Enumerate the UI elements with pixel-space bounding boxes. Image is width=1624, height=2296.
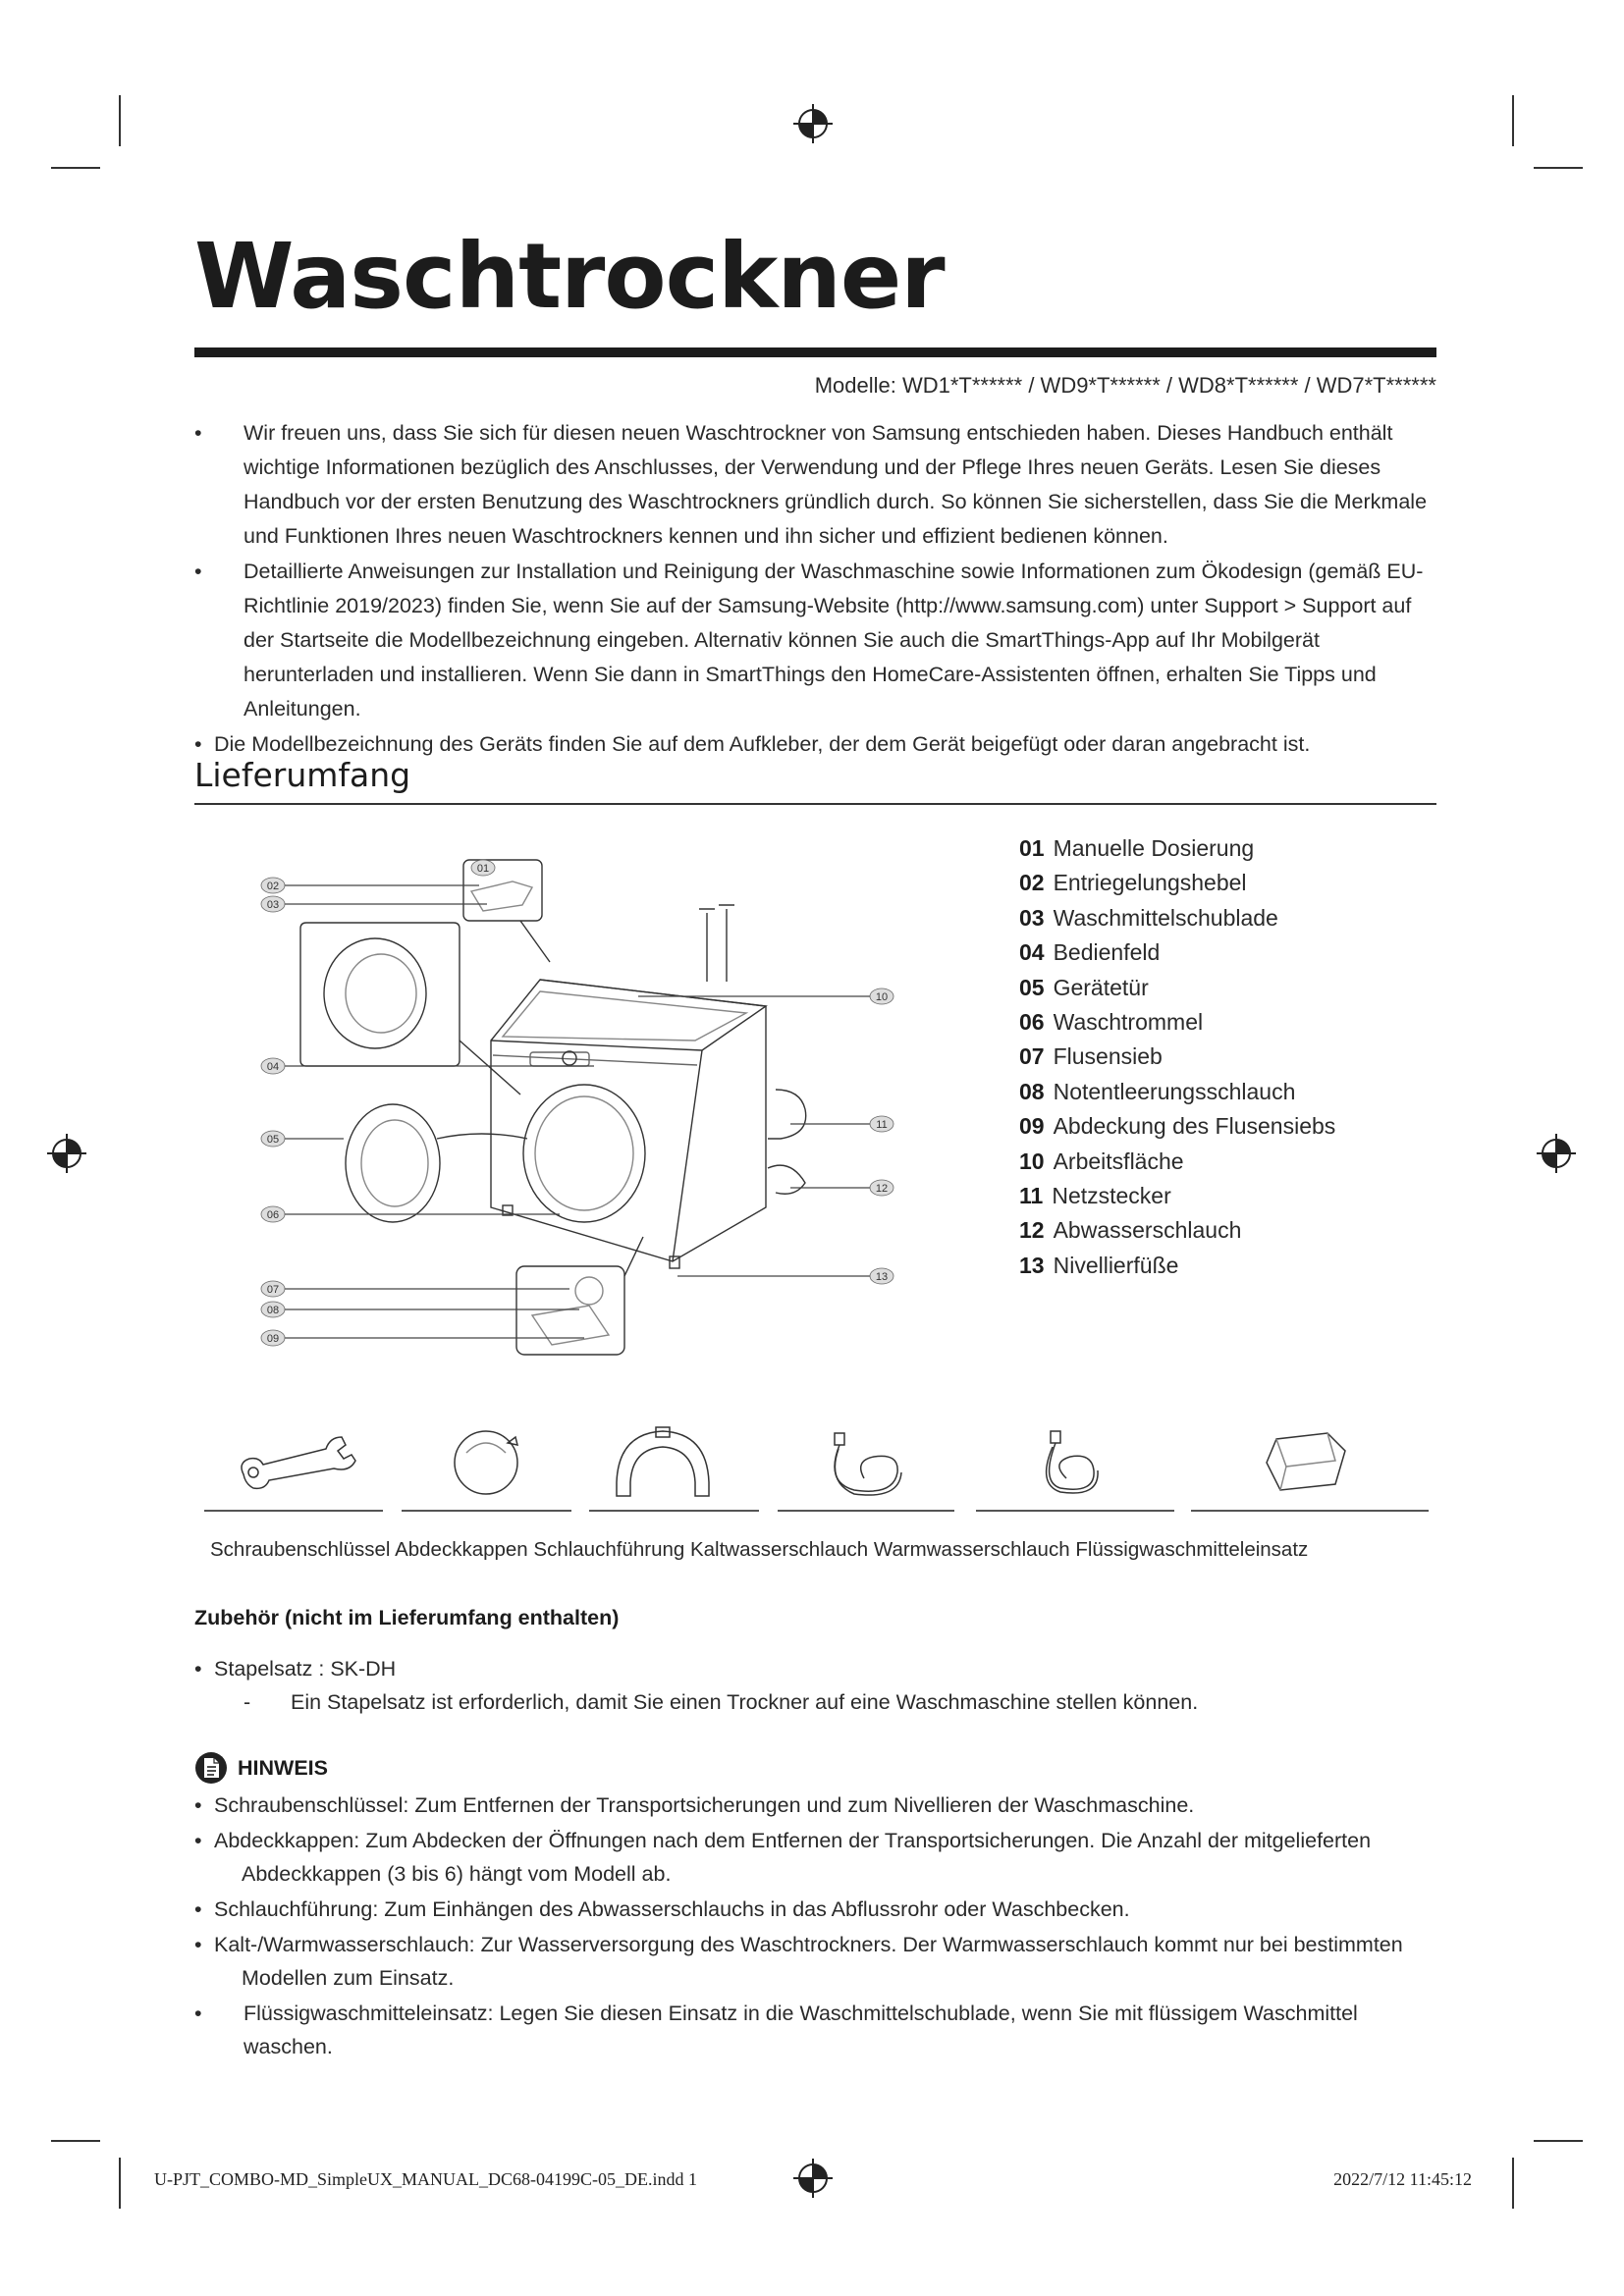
accessory-name: Flüssigwaschmitteleinsatz — [1075, 1538, 1309, 1561]
list-item: 08 Notentleerungsschlauch — [1019, 1078, 1296, 1104]
section-title: Lieferumfang — [194, 756, 411, 794]
registration-mark-icon — [45, 1132, 88, 1175]
callout-label: 10 — [875, 991, 889, 1003]
accessory-divider — [976, 1510, 1174, 1512]
list-item: 11 Netzstecker — [1019, 1183, 1171, 1209]
list-item: • Flüssigwaschmitteleinsatz: Legen Sie diesen Einsatz in die Waschmittelschublade, wenn Sie mit flüssigem Waschmittel waschen. — [194, 1997, 1441, 2063]
crop-mark — [1512, 2158, 1514, 2209]
accessory-divider — [1191, 1510, 1429, 1512]
callout-label: 05 — [266, 1134, 280, 1146]
list-item: 06 Waschtrommel — [1019, 1009, 1204, 1036]
accessory-name: Abdeckkappen — [395, 1538, 528, 1561]
list-item: 02 Entriegelungshebel — [1019, 870, 1247, 896]
parts-list — [1019, 831, 1335, 1283]
callout-label: 08 — [266, 1305, 280, 1316]
crop-mark — [51, 2140, 100, 2142]
wrench-icon — [236, 1423, 363, 1502]
crop-mark — [51, 167, 100, 169]
callout-label: 01 — [476, 863, 490, 875]
registration-mark-icon — [791, 102, 835, 145]
accessory-name: Schraubenschlüssel — [210, 1538, 391, 1561]
crop-mark — [119, 2158, 121, 2209]
crop-mark — [119, 95, 121, 146]
title-rule — [194, 347, 1436, 357]
optional-accessory-description: - Ein Stapelsatz ist erforderlich, damit Sie einen Trockner auf eine Waschmaschine stellen können. — [244, 1690, 1199, 1714]
callout-label: 09 — [266, 1333, 280, 1345]
list-item: • Detaillierte Anweisungen zur Installation und Reinigung der Waschmaschine sowie Informationen zum Ökodesign (gemäß EU-Richtlinie 2019/2023) finden Sie, wenn Sie auf der Samsung-Website (http://www.samsung.com) unter Support > Support auf der Startseite die Modellbezeichnung eingeben. Alternativ können Sie auch die SmartThings-App auf Ihr Mobilgerät herunterladen und installieren. Wenn Sie dann in SmartThings den HomeCare-Assistenten öffnen, erhalten Sie Tipps und Anleitungen. — [194, 555, 1441, 726]
list-item: 01 Manuelle Dosierung — [1019, 835, 1255, 861]
note-title: HINWEIS — [238, 1755, 328, 1780]
model-list: Modelle: WD1*T****** / WD9*T****** / WD8*T****** / WD7*T****** — [814, 373, 1436, 398]
note-heading — [194, 1751, 328, 1785]
list-item: 03 Waschmittelschublade — [1019, 904, 1278, 931]
callout-label: 02 — [266, 881, 280, 892]
liquid-detergent-insert-icon — [1257, 1423, 1355, 1502]
note-icon — [194, 1751, 228, 1785]
accessory-name: Warmwasserschlauch — [873, 1538, 1070, 1561]
section-rule — [194, 803, 1436, 805]
callout-label: 12 — [875, 1183, 889, 1195]
list-item: • Die Modellbezeichnung des Geräts finden Sie auf dem Aufkleber, der dem Gerät beigefügt oder daran angebracht ist. — [194, 727, 1441, 762]
registration-mark-icon — [791, 2157, 835, 2200]
accessory-name: Schlauchführung — [533, 1538, 685, 1561]
crop-mark — [1534, 2140, 1583, 2142]
warm-hose-icon — [1011, 1423, 1110, 1502]
cap-cover-icon — [447, 1423, 525, 1502]
callout-label: 07 — [266, 1284, 280, 1296]
callout-label: 13 — [875, 1271, 889, 1283]
accessory-name: Kaltwasserschlauch — [689, 1538, 869, 1561]
list-item: 05 Gerätetür — [1019, 974, 1149, 1000]
accessory-divider — [589, 1510, 759, 1512]
cold-hose-icon — [815, 1423, 913, 1502]
list-item: • Schlauchführung: Zum Einhängen des Abwasserschlauchs in das Abflussrohr oder Waschbecken. — [194, 1893, 1441, 1926]
list-item: • Wir freuen uns, dass Sie sich für diesen neuen Waschtrockner von Samsung entschieden haben. Dieses Handbuch enthält wichtige Informationen bezüglich des Anschlusses, der Verwendung und der Pflege Ihres neuen Geräts. Lesen Sie dieses Handbuch vor der ersten Benutzung des Waschtrockners gründlich durch. So können Sie sicherstellen, dass Sie die Merkmale und Funktionen Ihres neuen Waschtrockners kennen und ihn sicher und effizient bedienen können. — [194, 416, 1441, 554]
list-item: • Abdeckkappen: Zum Abdecken der Öffnungen nach dem Entfernen der Transportsicherungen. Die Anzahl der mitgelieferten Abdeckkappen (3 bis 6) hängt vom Modell ab. — [194, 1824, 1441, 1891]
washer-dryer-diagram — [245, 844, 913, 1374]
list-item: • Schraubenschlüssel: Zum Entfernen der Transportsicherungen und zum Nivellieren der Waschmaschine. — [194, 1789, 1441, 1822]
notes-list — [194, 1789, 1441, 2065]
optional-accessories-title: Zubehör (nicht im Lieferumfang enthalten) — [194, 1606, 620, 1629]
list-item: 12 Abwasserschlauch — [1019, 1217, 1242, 1244]
accessory-divider — [204, 1510, 383, 1512]
accessory-divider — [778, 1510, 954, 1512]
crop-mark — [1512, 95, 1514, 146]
footer-timestamp: 2022/7/12 11:45:12 — [1333, 2169, 1472, 2189]
hose-guide-icon — [609, 1423, 717, 1502]
crop-mark — [1534, 167, 1583, 169]
accessory-divider — [402, 1510, 571, 1512]
page-title: Waschtrockner — [194, 224, 945, 329]
list-item: • Kalt-/Warmwasserschlauch: Zur Wasserversorgung des Waschtrockners. Der Warmwasserschlauch kommt nur bei bestimmten Modellen zum Einsatz. — [194, 1928, 1441, 1995]
optional-accessories-list — [194, 1652, 396, 1686]
callout-label: 04 — [266, 1061, 280, 1073]
list-item: 09 Abdeckung des Flusensiebs — [1019, 1113, 1336, 1140]
list-item: 04 Bedienfeld — [1019, 939, 1161, 966]
callout-label: 06 — [266, 1209, 280, 1221]
accessory-names — [210, 1538, 1308, 1562]
callout-label: 11 — [876, 1119, 888, 1131]
list-item: 10 Arbeitsfläche — [1019, 1148, 1184, 1174]
list-item: 07 Flusensieb — [1019, 1043, 1163, 1070]
callout-label: 03 — [266, 899, 280, 911]
intro-list — [194, 416, 1441, 763]
list-item: 13 Nivellierfüße — [1019, 1252, 1179, 1278]
footer-filename: U-PJT_COMBO-MD_SimpleUX_MANUAL_DC68-04199C-05_DE.indd 1 — [154, 2169, 698, 2189]
list-item: • Stapelsatz : SK-DH — [194, 1652, 396, 1686]
registration-mark-icon — [1535, 1132, 1578, 1175]
